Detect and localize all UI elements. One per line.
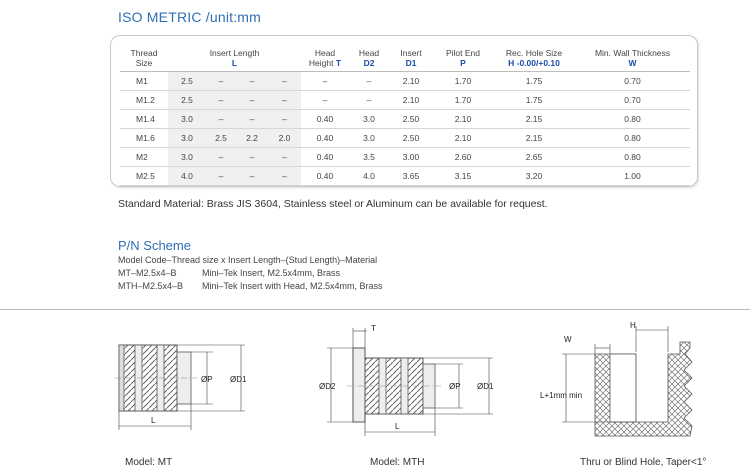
mth-dim-d1: ØD1: [477, 382, 494, 391]
hole-caption: Thru or Blind Hole, Taper<1°: [580, 457, 707, 468]
table-row: [120, 167, 690, 186]
table-cell: 4.0: [168, 167, 206, 186]
hole-dim-w: W: [564, 335, 572, 344]
mth-dim-l: L: [395, 422, 400, 431]
table-cell: 3.65: [389, 167, 433, 186]
standard-material-note: Standard Material: Brass JIS 3604, Stainless steel or Aluminum can be available for request.: [118, 198, 548, 210]
header-thread-size: Thread Size: [120, 43, 168, 72]
example-code-1: MT–M2.5x4–B: [118, 268, 177, 278]
header-rec-hole-size: Rec. Hole Size H -0.00/+0.10: [493, 43, 575, 72]
spec-table: [120, 43, 690, 186]
table-cell: 1.75: [493, 91, 575, 110]
table-cell: 2.10: [389, 91, 433, 110]
table-cell: –: [268, 91, 301, 110]
table-cell: –: [268, 72, 301, 91]
table-row: [120, 110, 690, 129]
table-cell: 0.80: [575, 129, 690, 148]
table-cell: 2.50: [389, 129, 433, 148]
table-cell: M1.6: [120, 129, 168, 148]
table-cell: –: [268, 148, 301, 167]
table-cell: M1.2: [120, 91, 168, 110]
table-row: [120, 91, 690, 110]
table-cell: 3.0: [349, 129, 389, 148]
table-cell: 2.5: [206, 129, 236, 148]
table-cell: 2.15: [493, 129, 575, 148]
table-cell: –: [268, 167, 301, 186]
table-cell: 2.5: [168, 72, 206, 91]
table-cell: 3.0: [349, 110, 389, 129]
table-cell: 2.10: [433, 129, 493, 148]
table-cell: –: [301, 91, 349, 110]
table-row: [120, 148, 690, 167]
table-cell: M1: [120, 72, 168, 91]
table-cell: –: [236, 167, 268, 186]
header-min-wall-thickness: Min. Wall Thickness W: [575, 43, 690, 72]
table-cell: –: [349, 91, 389, 110]
header-head: Head D2: [349, 43, 389, 72]
table-cell: –: [206, 72, 236, 91]
section-divider: [0, 309, 750, 310]
mth-dim-t: T: [371, 324, 376, 333]
table-cell: 3.5: [349, 148, 389, 167]
table-cell: –: [236, 148, 268, 167]
table-cell: 1.70: [433, 91, 493, 110]
table-cell: 2.10: [389, 72, 433, 91]
table-cell: 3.00: [389, 148, 433, 167]
example-desc-2: Mini–Tek Insert with Head, M2.5x4mm, Brass: [202, 281, 383, 291]
table-cell: 2.10: [433, 110, 493, 129]
table-cell: 1.70: [433, 72, 493, 91]
table-cell: 3.20: [493, 167, 575, 186]
table-cell: 0.40: [301, 129, 349, 148]
mth-dim-p: ØP: [449, 382, 461, 391]
table-cell: –: [236, 110, 268, 129]
model-code-line: Model Code–Thread size x Insert Length–(Stud Length)–Material: [118, 255, 378, 265]
mt-dim-l: L: [151, 416, 156, 425]
example-code-2: MTH–M2.5x4–B: [118, 281, 184, 291]
table-cell: 0.40: [301, 110, 349, 129]
table-cell: 3.0: [168, 110, 206, 129]
header-insert-length: Insert Length L: [168, 43, 301, 72]
table-cell: M2.5: [120, 167, 168, 186]
mth-diagram: [315, 320, 505, 440]
table-row: [120, 129, 690, 148]
table-cell: 4.0: [349, 167, 389, 186]
table-cell: –: [206, 167, 236, 186]
page-title: ISO METRIC /unit:mm: [118, 9, 262, 25]
mt-dim-d1: ØD1: [230, 375, 247, 384]
hole-diagram: [540, 318, 715, 440]
table-cell: 1.75: [493, 72, 575, 91]
table-cell: 0.70: [575, 72, 690, 91]
table-cell: –: [301, 72, 349, 91]
table-cell: –: [206, 110, 236, 129]
table-cell: 0.40: [301, 167, 349, 186]
table-cell: 2.0: [268, 129, 301, 148]
table-cell: 2.2: [236, 129, 268, 148]
mth-dim-d2: ØD2: [319, 382, 336, 391]
table-cell: –: [349, 72, 389, 91]
table-cell: 2.5: [168, 91, 206, 110]
table-header-row: [120, 43, 690, 72]
hole-dim-h: H: [630, 321, 636, 330]
pn-scheme-title: P/N Scheme: [118, 238, 191, 253]
table-cell: 0.80: [575, 110, 690, 129]
table-cell: 0.70: [575, 91, 690, 110]
mt-insert-body: [115, 345, 197, 411]
example-desc-1: Mini–Tek Insert, M2.5x4mm, Brass: [202, 268, 341, 278]
mt-diagram: [95, 330, 270, 435]
table-cell: 2.50: [389, 110, 433, 129]
header-head-height: Head Height T: [301, 43, 349, 72]
mth-insert-body: [347, 348, 441, 422]
table-row: [120, 72, 690, 91]
header-insert: Insert D1: [389, 43, 433, 72]
table-cell: 2.15: [493, 110, 575, 129]
mth-caption: Model: MTH: [370, 457, 425, 468]
hole-dim-depth: L+1mm min: [540, 391, 583, 400]
table-cell: 2.65: [493, 148, 575, 167]
table-cell: 3.0: [168, 129, 206, 148]
table-cell: 1.00: [575, 167, 690, 186]
table-cell: –: [206, 148, 236, 167]
table-cell: 2.60: [433, 148, 493, 167]
table-cell: –: [268, 110, 301, 129]
table-cell: –: [236, 91, 268, 110]
table-cell: –: [236, 72, 268, 91]
table-cell: 0.80: [575, 148, 690, 167]
table-cell: –: [206, 91, 236, 110]
mt-dim-p: ØP: [201, 375, 213, 384]
table-cell: M1.4: [120, 110, 168, 129]
table-cell: 3.15: [433, 167, 493, 186]
header-pilot-end: Pilot End P: [433, 43, 493, 72]
table-cell: 3.0: [168, 148, 206, 167]
table-cell: M2: [120, 148, 168, 167]
table-cell: 0.40: [301, 148, 349, 167]
mt-caption: Model: MT: [125, 457, 173, 468]
